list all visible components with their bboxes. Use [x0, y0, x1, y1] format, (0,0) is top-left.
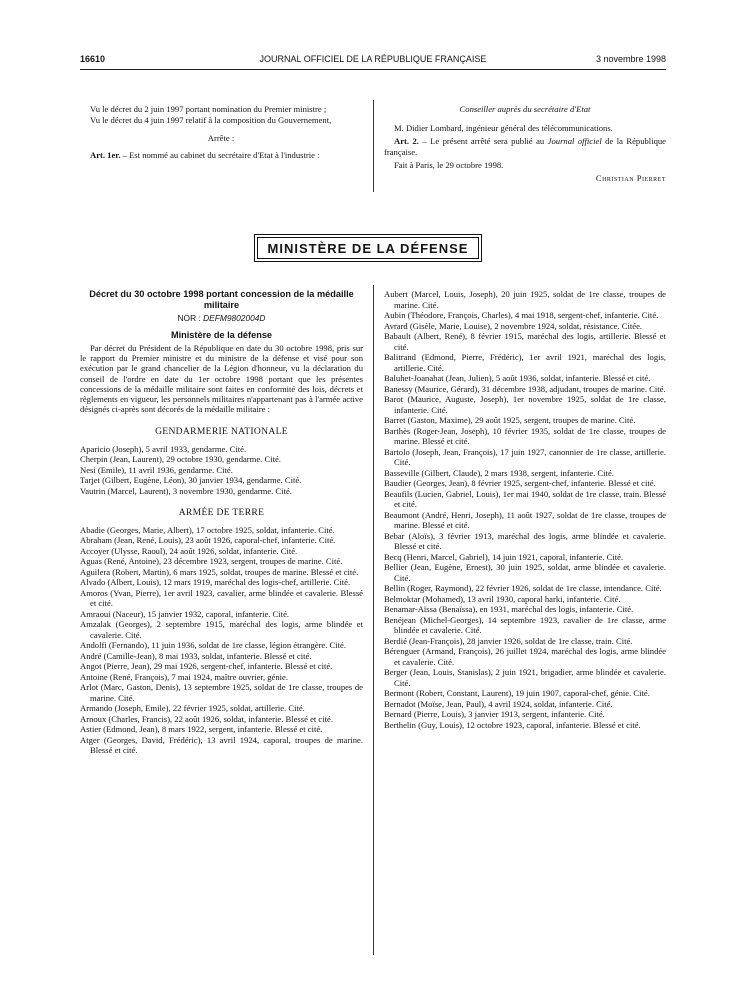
list-item: Basseville (Gilbert, Claude), 2 mars 1938, sergent, infanterie. Cité. [384, 467, 614, 478]
list-item: Andolfi (Fernando), 11 juin 1936, soldat de 1re classe, légion étrangère. Cité. [80, 640, 347, 651]
visa-paragraph-1: Vu le décret du 2 juin 1997 portant nomination du Premier ministre ; [90, 104, 327, 114]
section-armee-de-terre: ARMÉE DE TERRE [178, 507, 265, 519]
top-left-column [80, 104, 362, 160]
list-item: Baudier (Georges, Jean), 8 février 1925, sergent-chef, infanterie. Blessé et cité. [384, 478, 656, 488]
article-1-label: Art. 1er. [90, 149, 121, 160]
list-item: Accoyer (Ulysse, Raoul), 24 août 1926, soldat, infanterie. Cité. [80, 545, 298, 556]
list-item: Bernard (Pierre, Louis), 3 janvier 1913, sergent, infanterie. Cité. [384, 709, 605, 719]
list-item: Abraham (Jean, René, Louis), 23 août 1926, caporal-chef, infanterie. Cité. [80, 535, 336, 546]
list-item: Baluhet-Joanahat (Jean, Julien), 5 août 1936, soldat, infanterie. Blessé et cité. [384, 373, 651, 383]
list-item: Aguas (René, Antoine), 23 décembre 1923, sergent, troupes de marine. Cité. [80, 556, 343, 567]
nor-line [80, 313, 363, 324]
list-item: Barot (Maurice, Auguste, Joseph), 1er novembre 1925, soldat de 1re classe, infanterie. Cité. [384, 394, 666, 415]
decree-left-column [80, 289, 363, 756]
decree-right-column [384, 289, 666, 730]
list-item: Barthès (Roger-Jean, Joseph), 10 février 1935, soldat de 1re classe, troupes de marine. Blessé et cité. [384, 425, 666, 446]
list-item: Arlot (Marc, Gaston, Denis), 13 septembre 1925, soldat de 1re classe, troupes de marine. Cité. [80, 682, 363, 703]
list-item: Alvado (Albert, Louis), 12 mars 1919, maréchal des logis-chef, artillerie. Cité. [80, 577, 351, 588]
running-header [80, 54, 666, 68]
list-item: Benamar-Aïssa (Benaïssa), en 1931, maréchal des logis, infanterie. Cité. [384, 604, 634, 614]
signature: Christian Pierret [595, 172, 666, 183]
armee-de-terre-list-left [80, 525, 363, 756]
list-item: Antoine (René, François), 7 mai 1924, maître ouvrier, génie. [80, 671, 288, 682]
article-2-label: Art. 2. [394, 136, 419, 146]
ministry-subheading: Ministère de la défense [170, 329, 273, 340]
list-item: Bellin (Roger, Raymond), 22 février 1926, soldat de 1re classe, intendance. Cité. [384, 583, 662, 593]
journal-officiel-ref: Journal officiel [547, 136, 602, 146]
list-item: Beaumont (André, Henri, Joseph), 11 août 1927, soldat de 1re classe, troupes de marine. Blessé et cité. [384, 509, 666, 530]
list-item: Amraoui (Naceur), 15 janvier 1932, caporal, infanterie. Cité. [80, 608, 290, 619]
nor-label: NOR : [177, 313, 204, 323]
list-item: Aubin (Théodore, François, Charles), 4 mai 1918, sergent-chef, infanterie. Cité. [384, 310, 659, 320]
list-item: Atger (Georges, David, Frédéric), 13 avril 1924, caporal, troupes de marine. Blessé et cité. [80, 734, 363, 756]
list-item: Balitrand (Edmond, Pierre, Frédéric), 1er avril 1921, maréchal des logis, artillerie. Cité. [384, 352, 666, 373]
list-item: Belmoktar (Mohamed), 13 avril 1930, caporal harki, infanterie. Cité. [384, 593, 621, 604]
page-number: 16610 [80, 54, 106, 64]
list-item: Aguilera (Robert, Martin), 6 mars 1925, soldat, troupes de marine. Blessé et cité. [80, 566, 359, 577]
list-item: Bebar (Aloïs), 3 février 1913, maréchal des logis, arme blindée et cavalerie. Blessé et cité. [384, 530, 666, 551]
ministry-title: MINISTÈRE DE LA DÉFENSE [267, 241, 469, 256]
list-item: Babault (Albert, René), 8 février 1915, maréchal des logis, artillerie. Blessé et cité. [384, 331, 666, 352]
list-item: Armando (Joseph, Emile), 22 février 1925, soldat, artillerie. Cité. [80, 703, 305, 714]
publication-date: 3 novembre 1998 [595, 54, 666, 64]
top-column-divider [373, 100, 374, 192]
list-item: Beaufils (Lucien, Gabriel, Louis), 1er mai 1940, soldat de 1re classe, train. Blessé et cité. [384, 488, 666, 509]
list-item: Angot (Pierre, Jean), 29 mai 1926, sergent-chef, infanterie. Blessé et cité. [80, 661, 333, 672]
article-1 [80, 150, 362, 161]
list-item: Cherpin (Jean, Laurent), 29 octobre 1930, gendarme. Cité. [80, 454, 281, 465]
list-item: André (Camille-Jean), 8 mai 1933, soldat, infanterie. Blessé et cité. [80, 650, 312, 661]
list-item: Bartolo (Joseph, Jean, François), 17 juin 1927, canonnier de 1re classe, artillerie. Cité. [384, 446, 666, 467]
list-item: Amoros (Yvan, Pierre), 1er avril 1923, cavalier, arme blindée et cavalerie. Blessé et cité. [80, 587, 363, 609]
list-item: Bernadot (Moïse, Jean, Paul), 4 avril 1924, soldat, infanterie. Cité. [384, 698, 613, 709]
list-item: Berthelin (Guy, Louis), 12 octobre 1923, caporal, infanterie. Blessé et cité. [384, 719, 641, 730]
gendarmerie-list [80, 444, 363, 497]
header-rule [80, 69, 666, 70]
list-item: Tarjet (Gilbert, Eugène, Léon), 30 janvier 1934, gendarme. Cité. [80, 475, 302, 486]
list-item: Bermont (Robert, Constant, Laurent), 19 juin 1907, caporal-chef, génie. Cité. [384, 688, 650, 698]
article-2-text-a: – Le présent arrêté sera publié au [418, 136, 548, 146]
list-item: Astier (Edmond, Jean), 8 mars 1922, sergent, infanterie. Blessé et cité. [80, 724, 323, 735]
armee-de-terre-list-right [384, 289, 666, 730]
visa-paragraph-2: Vu le décret du 4 juin 1997 relatif à la composition du Gouvernement, [90, 114, 332, 125]
list-item: Abadie (Georges, Marie, Albert), 17 octobre 1925, soldat, infanterie. Cité. [80, 524, 335, 535]
appointee-paragraph: M. Didier Lombard, ingénieur général des télécommunications. [394, 122, 613, 133]
arrete-line: Arrête : [207, 133, 235, 143]
list-item: Avrard (Gisèle, Marie, Louise), 2 novembre 1924, soldat, résistance. Citée. [384, 320, 643, 331]
done-at-line: Fait à Paris, le 29 octobre 1998. [394, 160, 504, 170]
list-item: Aubert (Marcel, Louis, Joseph), 20 juin 1925, soldat de 1re classe, troupes de marine. Cité. [384, 289, 666, 310]
list-item: Bérenguer (Armand, François), 26 juillet 1924, maréchal des logis, arme blindée et cavalerie. Cité. [384, 646, 666, 667]
nor-code: DEFM9802004D [203, 313, 266, 323]
list-item: Vautrin (Marcel, Laurent), 3 novembre 1930, gendarme. Cité. [80, 485, 292, 496]
decree-intro: Par décret du Président de la République en date du 30 octobre 1998, pris sur le rapport du Premier ministre et du ministre de la défense et visé pour son exécution par le grand chancelier de la Légion d'honneur, vu la déclaration du conseil de l'ordre en date du 1er octobre 1998 portant que les présentes concessions de la médaille militaire sont faites en conformité des lois, décrets et règlements en vigueur, les personnels militaires n'appartenant pas à l'armée active désignés ci-après sont décorés de la médaille militaire : [80, 343, 363, 415]
article-1-text: – Est nommé au cabinet du secrétaire d'Etat à l'industrie : [120, 149, 320, 160]
list-item: Banessy (Maurice, Gérard), 31 décembre 1938, adjudant, troupes de marine. Cité. [384, 383, 666, 394]
list-item: Berger (Jean, Louis, Stanislas), 2 juin 1921, brigadier, arme blindée et cavalerie. Cité. [384, 667, 666, 688]
list-item: Amzalak (Georges), 2 septembre 1915, maréchal des logis, arme blindée et cavalerie. Cité. [80, 619, 363, 640]
list-item: Arnoux (Charles, Francis), 22 août 1926, soldat, infanterie. Blessé et cité. [80, 713, 333, 724]
decree-column-divider [373, 285, 374, 955]
article-2-text-b: de la République française. [384, 136, 666, 157]
section-gendarmerie: GENDARMERIE NATIONALE [155, 426, 288, 438]
list-item: Aparicio (Joseph), 5 avril 1933, gendarme. Cité. [80, 443, 247, 454]
list-item: Benéjean (Michel-Georges), 14 septembre 1923, cavalier de 1re classe, arme blindée et cavalerie. Cité. [384, 614, 666, 635]
article-2 [384, 136, 666, 157]
decree-title: Décret du 30 octobre 1998 portant concession de la médaille militaire [89, 289, 354, 310]
list-item: Nesi (Emile), 11 avril 1936, gendarme. Cité. [80, 464, 233, 475]
journal-title: JOURNAL OFFICIEL DE LA RÉPUBLIQUE FRANÇAISE [259, 54, 487, 64]
ministry-title-box [254, 234, 482, 262]
top-right-column [384, 104, 666, 183]
list-item: Becq (Henri, Marcel, Gabriel), 14 juin 1921, caporal, infanterie. Cité. [384, 551, 624, 562]
conseiller-heading: Conseiller auprès du secrétaire d'Etat [459, 104, 591, 114]
list-item: Barret (Gaston, Maxime), 29 août 1925, sergent, troupes de marine. Cité. [384, 415, 636, 425]
list-item: Bellier (Jean, Eugène, Ernest), 30 juin 1925, soldat, arme blindée et cavalerie. Cité. [384, 562, 666, 583]
list-item: Berdié (Jean-François), 28 janvier 1926, soldat de 1re classe, train. Cité. [384, 635, 633, 646]
